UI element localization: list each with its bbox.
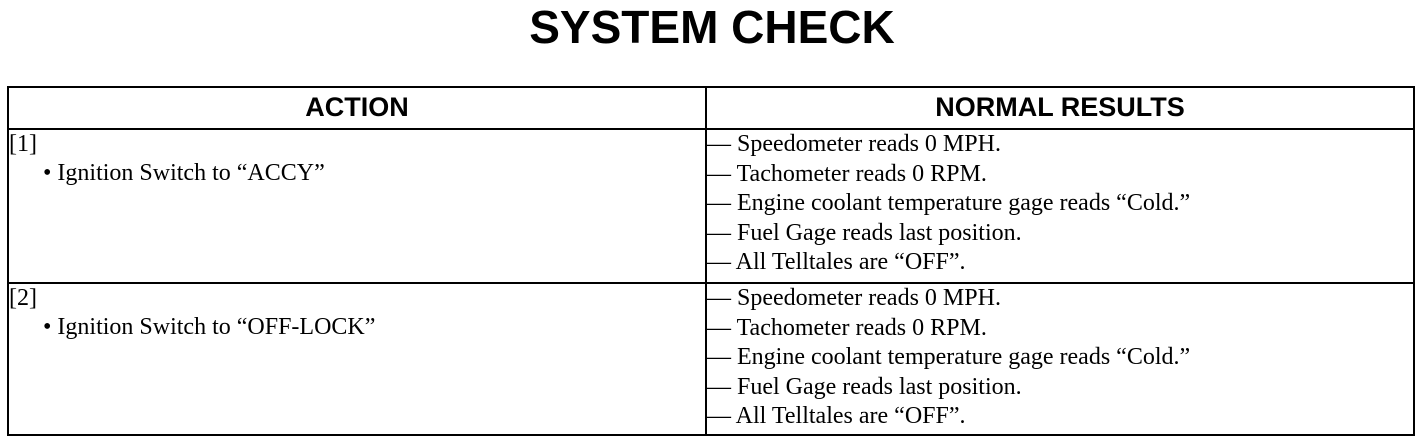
result-line: — Fuel Gage reads last position.	[707, 373, 1022, 400]
result-line: — Engine coolant temperature gage reads “Cold.”	[707, 344, 1191, 370]
action-item: • Ignition Switch to “ACCY”	[43, 160, 325, 186]
results-cell	[706, 283, 1414, 435]
system-check-table	[7, 86, 1415, 436]
page-title: SYSTEM CHECK	[529, 1, 895, 53]
result-line: — All Telltales are “OFF”.	[707, 249, 966, 275]
result-line: — Speedometer reads 0 MPH.	[707, 285, 1001, 311]
result-line: — Tachometer reads 0 RPM.	[707, 160, 987, 187]
normal-results-column-header: NORMAL RESULTS	[706, 87, 1414, 129]
action-column-header: ACTION	[8, 87, 706, 129]
result-line: — Engine coolant temperature gage reads “Cold.”	[707, 190, 1191, 216]
action-item: • Ignition Switch to “OFF-LOCK”	[43, 314, 376, 340]
result-line: — Tachometer reads 0 RPM.	[707, 314, 987, 341]
table-row	[8, 129, 1414, 283]
action-cell	[8, 283, 706, 435]
result-line: — Fuel Gage reads last position.	[707, 219, 1022, 246]
table-header-row	[8, 87, 1414, 129]
action-cell	[8, 129, 706, 283]
table-row	[8, 283, 1414, 435]
step-number: [1]	[9, 131, 37, 157]
step-number: [2]	[9, 285, 37, 311]
results-cell	[706, 129, 1414, 283]
result-line: — Speedometer reads 0 MPH.	[707, 131, 1001, 157]
result-line: — All Telltales are “OFF”.	[707, 403, 966, 429]
